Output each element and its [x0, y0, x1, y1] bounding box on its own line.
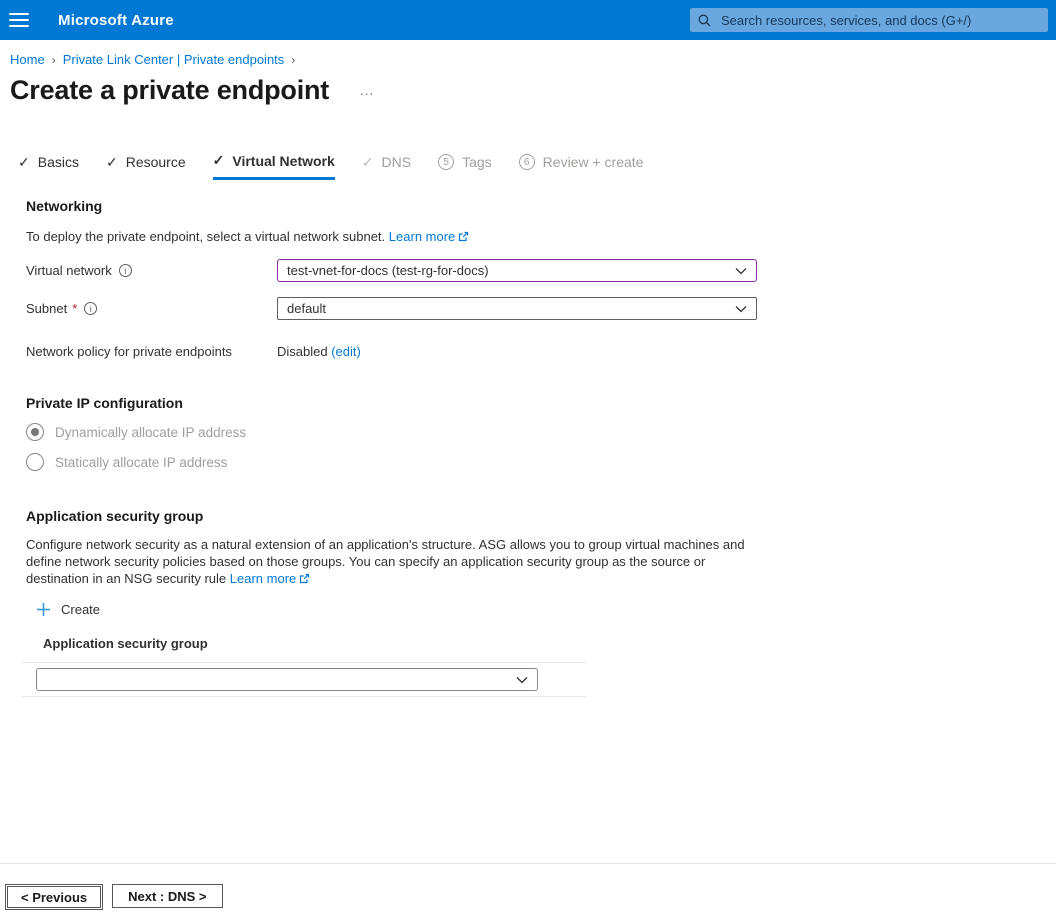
virtual-network-label — [26, 263, 277, 278]
footer-divider — [0, 863, 1056, 864]
tab-tags[interactable] — [438, 152, 492, 180]
tab-review-create[interactable] — [519, 152, 644, 180]
search-icon — [698, 14, 711, 27]
asg-table-row — [22, 663, 586, 697]
check-icon: ✓ — [18, 153, 30, 170]
chevron-down-icon — [735, 305, 747, 313]
chevron-down-icon — [735, 267, 747, 275]
more-options-icon[interactable]: … — [359, 82, 376, 99]
networking-learn-more-link[interactable] — [389, 229, 469, 244]
footer-buttons — [5, 884, 223, 910]
subnet-dropdown[interactable] — [277, 297, 757, 320]
breadcrumb-private-link-center-link[interactable]: Private Link Center | Private endpoints — [62, 52, 285, 67]
tab-label: DNS — [381, 154, 412, 170]
hamburger-menu-icon[interactable] — [9, 13, 29, 27]
external-link-icon — [299, 573, 310, 584]
asg-dropdown[interactable] — [36, 668, 538, 691]
static-ip-label: Statically allocate IP address — [55, 454, 228, 470]
tab-dns[interactable] — [362, 152, 411, 180]
network-policy-label-text: Network policy for private endpoints — [26, 344, 232, 359]
step-number-icon: 6 — [519, 154, 535, 170]
private-ip-heading: Private IP configuration — [26, 395, 183, 411]
tab-virtual-network[interactable] — [213, 152, 335, 180]
networking-heading: Networking — [26, 198, 103, 214]
global-search-box[interactable] — [690, 8, 1048, 32]
network-policy-edit-link[interactable]: (edit) — [331, 344, 361, 359]
dynamic-ip-option[interactable] — [26, 423, 1056, 441]
info-icon[interactable]: i — [84, 302, 97, 315]
networking-intro-text: To deploy the private endpoint, select a virtual network subnet. — [26, 229, 386, 244]
radio-selected-icon[interactable] — [26, 423, 44, 441]
next-dns-button[interactable]: Next : DNS > — [112, 884, 222, 908]
network-policy-label — [26, 344, 277, 359]
check-icon: ✓ — [105, 153, 118, 170]
chevron-right-icon: › — [51, 52, 56, 67]
tab-label: Basics — [37, 154, 79, 170]
virtual-network-dropdown[interactable] — [277, 259, 757, 282]
asg-column-header: Application security group — [22, 636, 586, 663]
networking-intro — [26, 229, 1056, 244]
previous-button-focus-ring — [5, 884, 103, 910]
subnet-row — [26, 297, 1056, 320]
top-bar — [0, 0, 1056, 40]
search-input[interactable] — [719, 12, 1040, 29]
network-policy-status: Disabled — [277, 344, 328, 359]
radio-unselected-icon[interactable] — [26, 453, 44, 471]
asg-description-text: Configure network security as a natural extension of an application's structure. ASG allows you to group virtual machines and define network security policies based on those groups. You can specify an application security group as the source or destination in an NSG security rule — [26, 537, 745, 586]
wizard-tabs — [18, 152, 1056, 181]
dynamic-ip-label: Dynamically allocate IP address — [55, 424, 247, 440]
plus-icon — [36, 602, 51, 617]
previous-button[interactable]: < Previous — [7, 886, 101, 908]
info-icon[interactable]: i — [119, 264, 132, 277]
title-row — [10, 75, 1056, 106]
breadcrumb — [10, 52, 1056, 67]
network-policy-row — [26, 344, 1056, 359]
virtual-network-label-text: Virtual network — [26, 263, 112, 278]
virtual-network-row — [26, 259, 1056, 282]
subnet-value: default — [287, 301, 327, 316]
chevron-right-icon: › — [291, 52, 296, 67]
tab-label: Review + create — [542, 154, 644, 170]
tab-content — [26, 198, 1056, 697]
learn-more-label: Learn more — [388, 229, 456, 244]
asg-create-button[interactable] — [36, 602, 100, 617]
tab-label: Tags — [462, 154, 492, 170]
static-ip-option[interactable] — [26, 453, 1056, 471]
tab-resource[interactable] — [106, 152, 186, 180]
virtual-network-value: test-vnet-for-docs (test-rg-for-docs) — [287, 263, 489, 278]
chevron-down-icon — [516, 676, 528, 684]
tab-label: Resource — [125, 154, 186, 170]
external-link-icon — [458, 231, 469, 242]
tab-label: Virtual Network — [232, 152, 335, 169]
asg-description — [26, 536, 750, 587]
page-title: Create a private endpoint — [10, 75, 330, 105]
create-label: Create — [61, 602, 101, 617]
check-icon: ✓ — [361, 153, 374, 170]
asg-table — [22, 636, 586, 697]
subnet-label-text: Subnet — [26, 301, 68, 316]
check-icon: ✓ — [212, 152, 225, 168]
required-asterisk: * — [72, 301, 78, 316]
subnet-label — [26, 301, 277, 316]
tab-basics[interactable] — [18, 152, 79, 180]
learn-more-label: Learn more — [229, 571, 297, 586]
network-policy-value — [277, 344, 361, 359]
asg-heading: Application security group — [26, 508, 204, 524]
portal-title[interactable]: Microsoft Azure — [58, 11, 174, 29]
step-number-icon: 5 — [438, 154, 454, 170]
asg-learn-more-link[interactable] — [230, 571, 310, 586]
breadcrumb-home-link[interactable]: Home — [10, 52, 45, 67]
